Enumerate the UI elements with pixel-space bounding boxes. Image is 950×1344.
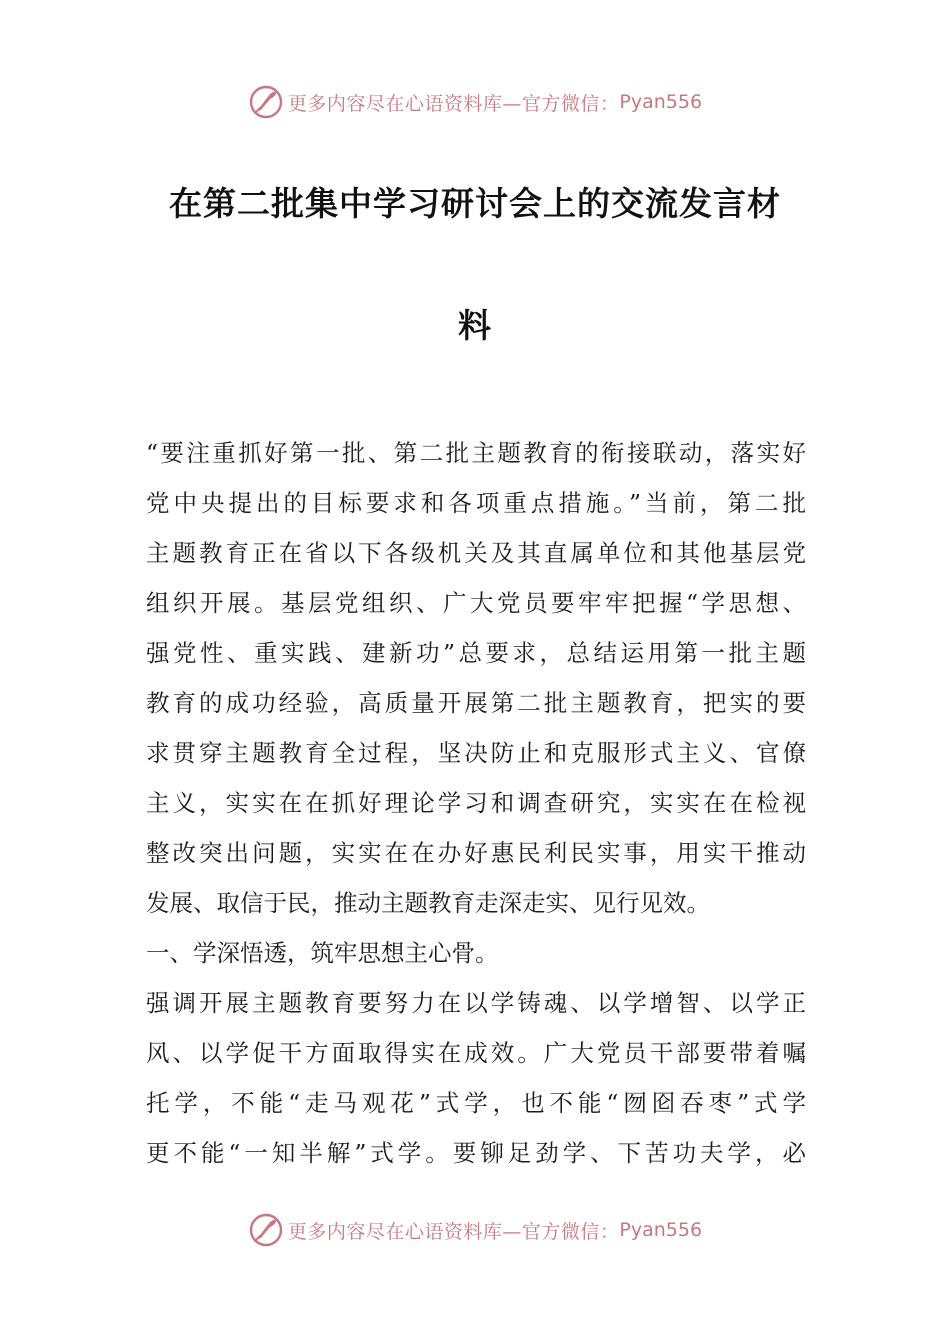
document-title-line-2: 料 [458,306,492,345]
body-line: 强调开展主题教育要努力在以学铸魂、以学增智、以学正 [146,989,806,1017]
watermark-wechat-id: Pyan556 [619,91,703,113]
body-line: 发展、取信于民，推动主题教育走深走实、见行见效。 [146,889,710,917]
body-line: “要注重抓好第一批、第二批主题教育的衔接联动，落实好 [146,439,806,467]
watermark-text: 更多内容尽在心语资料库—官方微信： [287,92,620,115]
document-body [146,428,806,1178]
watermark-text: 更多内容尽在心语资料库—官方微信： [287,1220,620,1243]
quill-logo-icon [248,84,284,120]
section-heading: 一、学深悟透，筑牢思想主心骨。 [146,939,499,967]
body-line: 更不能“一知半解”式学。要铆足劲学、下苦功夫学，必 [146,1139,806,1167]
quill-logo-icon [248,1212,284,1248]
watermark-wechat-id: Pyan556 [619,1219,703,1241]
watermark-banner-bottom [0,1210,950,1250]
watermark-banner-top [0,82,950,122]
body-line: 教育的成功经验，高质量开展第二批主题教育，把实的要 [146,689,806,717]
body-line: 党中央提出的目标要求和各项重点措施。”当前，第二批 [146,489,806,517]
body-line: 主义，实实在在抓好理论学习和调查研究，实实在在检视 [146,789,806,817]
body-line: 主题教育正在省以下各级机关及其直属单位和其他基层党 [146,539,806,567]
body-line: 托学，不能“走马观花”式学，也不能“囫囵吞枣”式学 [146,1089,806,1117]
body-line: 强党性、重实践、建新功”总要求，总结运用第一批主题 [146,639,806,667]
body-line: 求贯穿主题教育全过程，坚决防止和克服形式主义、官僚 [146,739,806,767]
body-line: 组织开展。基层党组织、广大党员要牢牢把握“学思想、 [146,589,806,617]
body-line: 整改突出问题，实实在在办好惠民利民实事，用实干推动 [146,839,806,867]
document-title-line-1: 在第二批集中学习研讨会上的交流发言材 [169,184,781,223]
body-line: 风、以学促干方面取得实在成效。广大党员干部要带着嘱 [146,1039,806,1067]
